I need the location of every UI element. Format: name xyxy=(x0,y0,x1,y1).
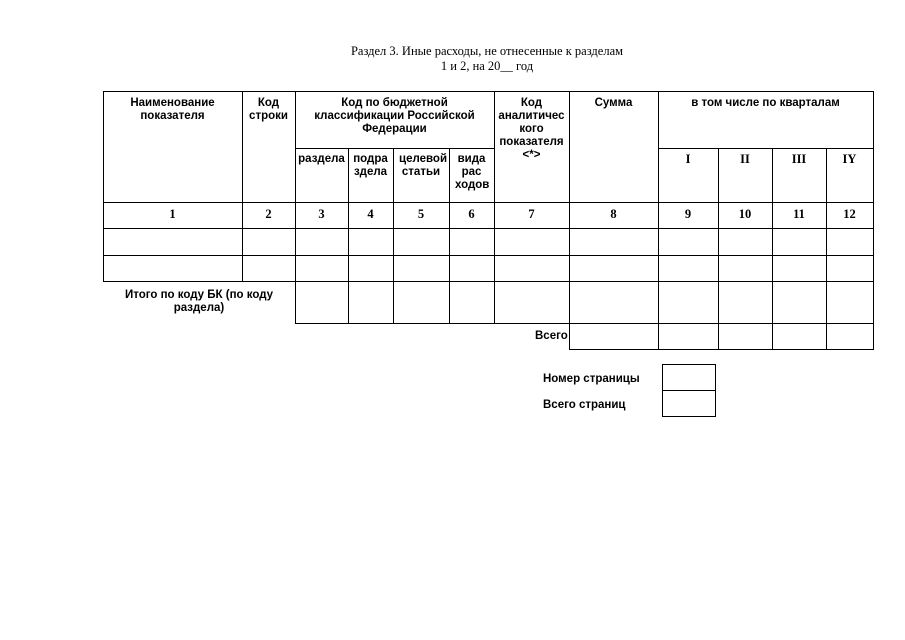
total-by-code-label: Итого по коду БК (по коду раздела) xyxy=(124,289,274,314)
col-num-6: 6 xyxy=(468,207,475,221)
vline-left xyxy=(103,91,104,282)
header-subsection: подра здела xyxy=(353,153,388,178)
header-q3: III xyxy=(791,152,807,166)
page-number-field[interactable] xyxy=(662,364,716,391)
vline-code-section xyxy=(295,91,296,324)
rule-budget-sub xyxy=(295,148,494,149)
table-border-top xyxy=(103,91,874,92)
vline-section-sub xyxy=(348,148,349,324)
col-num-4: 4 xyxy=(367,207,374,221)
vline-q1-q2 xyxy=(718,148,719,350)
vline-right xyxy=(873,91,874,350)
vline-analytic-sum xyxy=(569,91,570,350)
header-sum: Сумма xyxy=(594,97,633,109)
vline-sub-target xyxy=(393,148,394,324)
header-analytic-code: Код аналитичес кого показателя <*> xyxy=(498,97,565,161)
total-pages-field[interactable] xyxy=(662,390,716,417)
header-row-code: Код строки xyxy=(249,97,288,122)
title-line-2: 1 и 2, на 20__ год xyxy=(440,59,534,73)
grand-total-label: Всего xyxy=(535,330,568,342)
col-num-7: 7 xyxy=(528,207,535,221)
vline-target-type xyxy=(449,148,450,324)
header-target: целевой статьи xyxy=(399,153,448,178)
header-section: раздела xyxy=(298,153,345,165)
page-number-label: Номер страницы xyxy=(543,373,640,385)
rule-row-1 xyxy=(103,255,874,256)
col-num-2: 2 xyxy=(265,207,272,221)
form-title xyxy=(0,44,905,74)
rule-header-bottom xyxy=(103,202,874,203)
rule-total-code xyxy=(295,323,874,324)
vline-q2-q3 xyxy=(772,148,773,350)
rule-quarters-sub xyxy=(658,148,873,149)
header-quarters: в том числе по кварталам xyxy=(691,97,840,109)
col-num-11: 11 xyxy=(793,207,805,221)
vline-type-analytic xyxy=(494,91,495,324)
header-budget-code: Код по бюджетной классификации Российской Федерации xyxy=(314,97,475,135)
col-num-5: 5 xyxy=(417,207,425,221)
col-num-8: 8 xyxy=(610,207,617,221)
total-pages-label: Всего страниц xyxy=(543,399,626,411)
rule-row-2 xyxy=(103,281,874,282)
vline-name-code xyxy=(242,91,243,282)
col-num-3: 3 xyxy=(318,207,325,221)
header-expense-type: вида рас ходов xyxy=(455,153,490,191)
header-q4: IY xyxy=(842,152,857,166)
col-num-10: 10 xyxy=(738,207,752,221)
col-num-12: 12 xyxy=(843,207,856,221)
col-num-9: 9 xyxy=(684,207,692,221)
header-q2: II xyxy=(740,152,750,166)
vline-q3-q4 xyxy=(826,148,827,350)
col-num-1: 1 xyxy=(169,207,176,221)
vline-sum-q1 xyxy=(658,91,659,350)
header-q1: I xyxy=(685,152,691,166)
rule-grand-total xyxy=(569,349,874,350)
rule-numbers-bottom xyxy=(103,228,874,229)
title-line-1: Раздел 3. Иные расходы, не отнесенные к разделам xyxy=(350,44,624,58)
header-name: Наименование показателя xyxy=(130,97,215,122)
